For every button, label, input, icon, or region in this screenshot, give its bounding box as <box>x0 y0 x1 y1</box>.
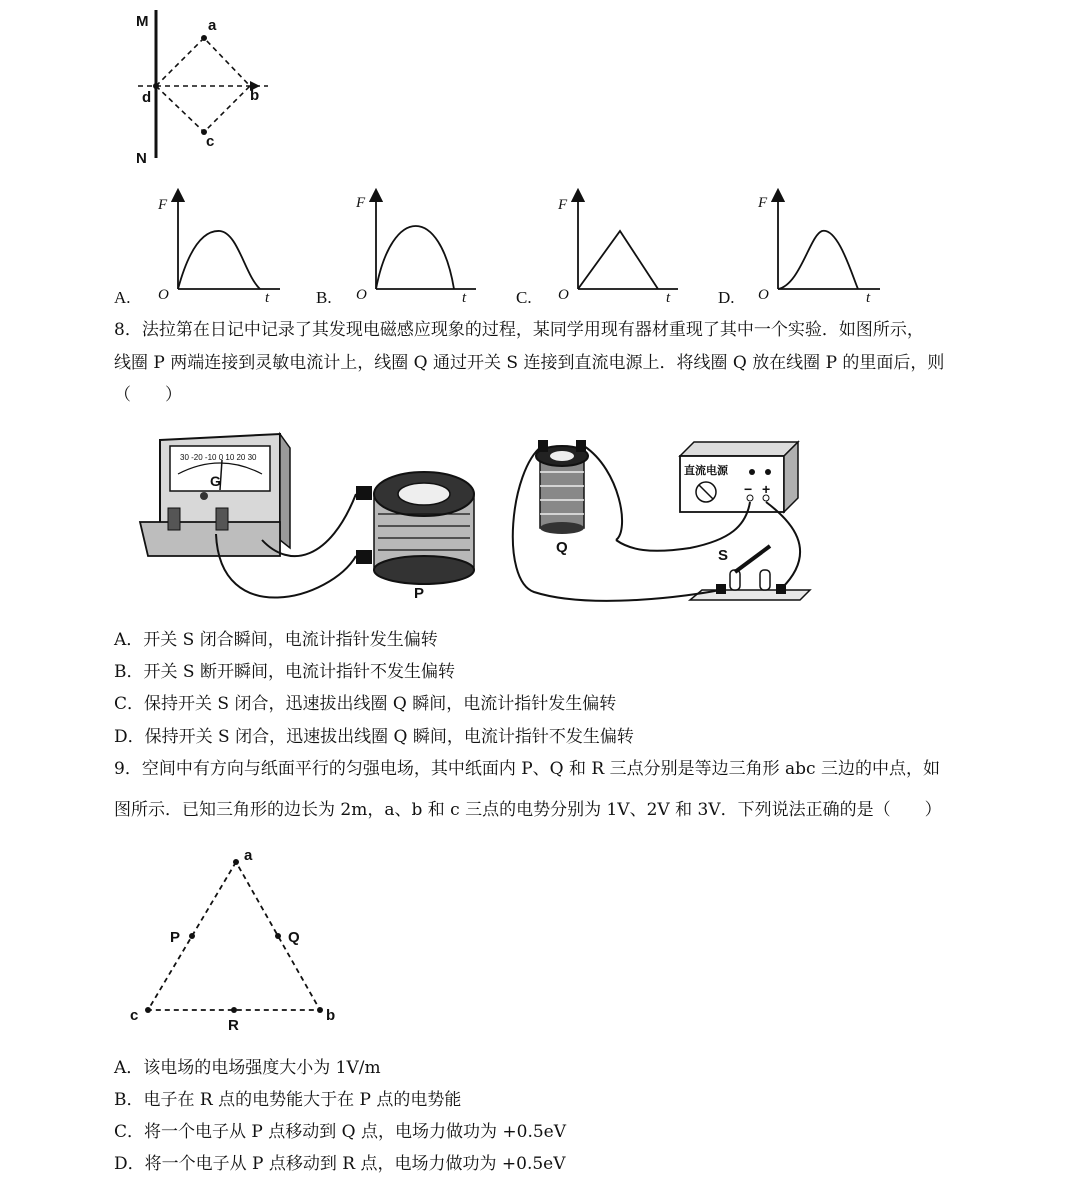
option-b-graph[interactable] <box>316 195 476 307</box>
q7-figure <box>120 8 290 168</box>
point-c <box>145 1007 151 1013</box>
point-b <box>317 1007 323 1013</box>
q8-stem-line1: 8．法拉第在日记中记录了其发现电磁感应现象的过程，某同学用现有器材重现了其中一个实验．如图所示， <box>114 320 924 340</box>
label-N: N <box>136 150 147 167</box>
dashed-square <box>156 38 250 132</box>
label-c: c <box>130 1007 139 1024</box>
q8-option-b[interactable]: B．开关 S 断开瞬间，电流计指针不发生偏转 <box>114 662 455 682</box>
galvanometer-label: G <box>210 473 221 489</box>
label-b: b <box>326 1007 336 1024</box>
label-M: M <box>136 13 149 30</box>
q8-figure <box>130 430 820 610</box>
origin-c: O <box>558 287 569 303</box>
label-P: P <box>170 929 181 946</box>
coil-q-label: Q <box>556 539 568 556</box>
option-a-letter: A. <box>114 288 131 307</box>
galvanometer <box>140 434 290 556</box>
q9-option-a[interactable]: A．该电场的电场强度大小为 1V/m <box>114 1058 381 1078</box>
point-a <box>201 35 207 41</box>
adjust-knob <box>200 492 208 500</box>
terminal-minus: − <box>744 481 753 497</box>
point-R <box>231 1007 237 1013</box>
q8-option-d[interactable]: D．保持开关 S 闭合，迅速拔出线圈 Q 瞬间，电流计指针不发生偏转 <box>114 727 634 747</box>
point-d <box>153 83 159 89</box>
q8-stem-line3: （ ） <box>114 385 182 405</box>
origin-d: O <box>758 287 769 303</box>
q8-option-a[interactable]: A．开关 S 闭合瞬间，电流计指针发生偏转 <box>114 630 438 650</box>
terminal-plus: + <box>762 481 771 497</box>
axis-t-b: t <box>462 290 467 306</box>
origin-a: O <box>158 287 169 303</box>
dc-power-supply <box>680 442 798 512</box>
label-R: R <box>228 1017 239 1034</box>
q9-stem-line2: 图所示．已知三角形的边长为 2m，a、b 和 c 三点的电势分别为 1V、2V 和 3V．下列说法正确的是（ ） <box>114 800 942 820</box>
point-P <box>189 933 195 939</box>
axis-t-c: t <box>666 290 671 306</box>
label-a: a <box>208 17 217 34</box>
curve-b <box>376 226 454 289</box>
axis-f-a: F <box>158 197 168 213</box>
option-a-graph[interactable] <box>114 195 280 307</box>
axis-t-a: t <box>265 290 270 306</box>
axis-f-d: F <box>758 195 768 211</box>
axis-f-c: F <box>558 197 568 213</box>
galvanometer-scale: 30 -20 -10 0 10 20 30 <box>180 453 257 462</box>
label-Q: Q <box>288 929 300 946</box>
label-c: c <box>206 133 215 150</box>
power-supply-label: 直流电源 <box>684 464 728 477</box>
option-c-letter: C. <box>516 288 532 307</box>
q9-triangle-figure <box>120 840 350 1040</box>
origin-b: O <box>356 287 367 303</box>
switch-label: S <box>718 547 729 564</box>
option-d-letter: D. <box>718 288 735 307</box>
q9-option-c[interactable]: C．将一个电子从 P 点移动到 Q 点，电场力做功为 +0.5eV <box>114 1122 567 1142</box>
curve-c <box>578 231 658 289</box>
axis-f-b: F <box>356 195 366 211</box>
q9-option-b[interactable]: B．电子在 R 点的电势能大于在 P 点的电势能 <box>114 1090 462 1110</box>
label-b: b <box>250 87 260 104</box>
coil-p <box>356 472 474 602</box>
point-a <box>233 859 239 865</box>
q8-option-c[interactable]: C．保持开关 S 闭合，迅速拔出线圈 Q 瞬间，电流计指针发生偏转 <box>114 694 617 714</box>
option-d-graph[interactable] <box>718 195 880 307</box>
q9-option-d[interactable]: D．将一个电子从 P 点移动到 R 点，电场力做功为 +0.5eV <box>114 1154 566 1174</box>
galvanometer-base <box>140 522 280 556</box>
option-c-graph[interactable] <box>516 195 678 307</box>
axis-t-d: t <box>866 290 871 306</box>
q9-stem-line1: 9．空间中有方向与纸面平行的匀强电场，其中纸面内 P、Q 和 R 三点分别是等边三角形 abc 三边的中点，如 <box>114 759 940 779</box>
point-Q <box>275 933 281 939</box>
curve-a <box>178 231 260 289</box>
q7-options <box>110 185 910 310</box>
curve-d <box>778 231 858 289</box>
label-d: d <box>142 89 152 106</box>
option-b-letter: B. <box>316 288 332 307</box>
q8-stem-line2: 线圈 P 两端连接到灵敏电流计上，线圈 Q 通过开关 S 连接到直流电源上．将线圈 Q 放在线圈 P 的里面后，则 <box>114 353 945 373</box>
coil-p-label: P <box>414 585 425 602</box>
label-a: a <box>244 847 253 864</box>
coil-q <box>536 440 588 556</box>
